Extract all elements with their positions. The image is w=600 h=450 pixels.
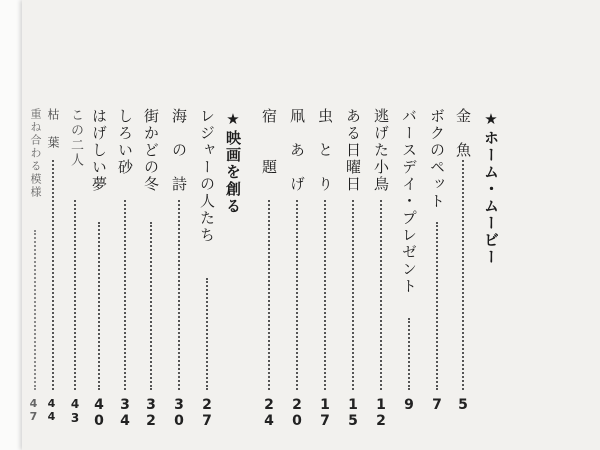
toc-entry: [314, 0, 336, 450]
toc-entry: [398, 0, 420, 450]
toc-entry: [370, 0, 392, 450]
adjacent-page-edge: [0, 0, 22, 450]
toc-section-film: [222, 0, 244, 450]
toc-entry-page: 32: [143, 397, 159, 429]
toc-entry: [140, 0, 162, 450]
toc-entry-title: この二人: [68, 108, 83, 168]
toc-entry-title: 枯 葉: [46, 108, 60, 150]
toc-entry: [258, 0, 280, 450]
toc-entry-page: 12: [373, 397, 389, 429]
toc-entry-page: 5: [455, 397, 471, 413]
leader-dots: [34, 230, 36, 390]
toc-entry: [452, 0, 474, 450]
leader-dots: [124, 200, 126, 390]
leader-dots: [268, 200, 270, 390]
toc-entry: [426, 0, 448, 450]
toc-entry-page: 43: [68, 397, 82, 425]
section-heading: ★映画を創る: [224, 110, 242, 215]
toc-entry-title: ある日曜日: [344, 108, 362, 193]
leader-dots: [352, 200, 354, 390]
leader-dots: [178, 200, 180, 390]
toc-entry: [168, 0, 190, 450]
toc-entry: [88, 0, 110, 450]
leader-dots: [98, 222, 100, 390]
leader-dots: [296, 200, 298, 390]
leader-dots: [150, 222, 152, 390]
toc-entry-page: 34: [117, 397, 133, 429]
toc-section-home-movie: [480, 0, 502, 450]
toc-entry-page: 44: [45, 397, 58, 423]
leader-dots: [436, 222, 438, 390]
toc-entry-title: 重ね合わる模様: [29, 108, 42, 199]
toc-entry-title: 虫 と り: [316, 108, 334, 193]
toc-entry-title: バースデイ・プレゼント: [400, 108, 418, 295]
toc-entry: [342, 0, 364, 450]
toc-entry-page: 9: [401, 397, 417, 413]
toc-entry-title: レジャーの人たち: [198, 108, 216, 244]
toc-entry-page: 15: [345, 397, 361, 429]
toc-entry-title: 金 魚: [454, 108, 472, 159]
toc-entry-page: 30: [171, 397, 187, 429]
leader-dots: [52, 160, 54, 390]
toc-entry-title: ボクのペット: [428, 108, 446, 210]
toc-entry: [196, 0, 218, 450]
toc-entry-page: 27: [199, 397, 215, 429]
toc-entry-page: 7: [429, 397, 445, 413]
toc-entry-title: 街かどの冬: [142, 108, 160, 193]
toc-entry-title: しろい砂: [116, 108, 134, 176]
toc-entry-page: 20: [289, 397, 305, 429]
toc-entry-title: 逃げた小鳥: [372, 108, 390, 193]
toc-entry: [286, 0, 308, 450]
toc-entry-page: 17: [317, 397, 333, 429]
leader-dots: [408, 318, 410, 390]
toc-entry-title: 凧 あ げ: [288, 108, 306, 193]
toc-entry-title: 宿 題: [260, 108, 278, 176]
section-heading: ★ホーム・ムービー: [482, 110, 500, 266]
toc-entry-title: 海 の 詩: [170, 108, 188, 193]
toc-entry-page: 40: [91, 397, 107, 429]
toc-entry: [114, 0, 136, 450]
toc-entry: [44, 0, 62, 450]
toc-entry-title: はげしい夢: [90, 108, 108, 193]
leader-dots: [380, 200, 382, 390]
leader-dots: [206, 278, 208, 390]
leader-dots: [324, 200, 326, 390]
toc-entry-page: 47: [27, 397, 40, 423]
toc-entry: [64, 0, 86, 450]
table-of-contents-page: [22, 0, 600, 450]
toc-entry: [26, 0, 44, 450]
leader-dots: [74, 200, 76, 390]
leader-dots: [462, 160, 464, 390]
toc-entry-page: 24: [261, 397, 277, 429]
